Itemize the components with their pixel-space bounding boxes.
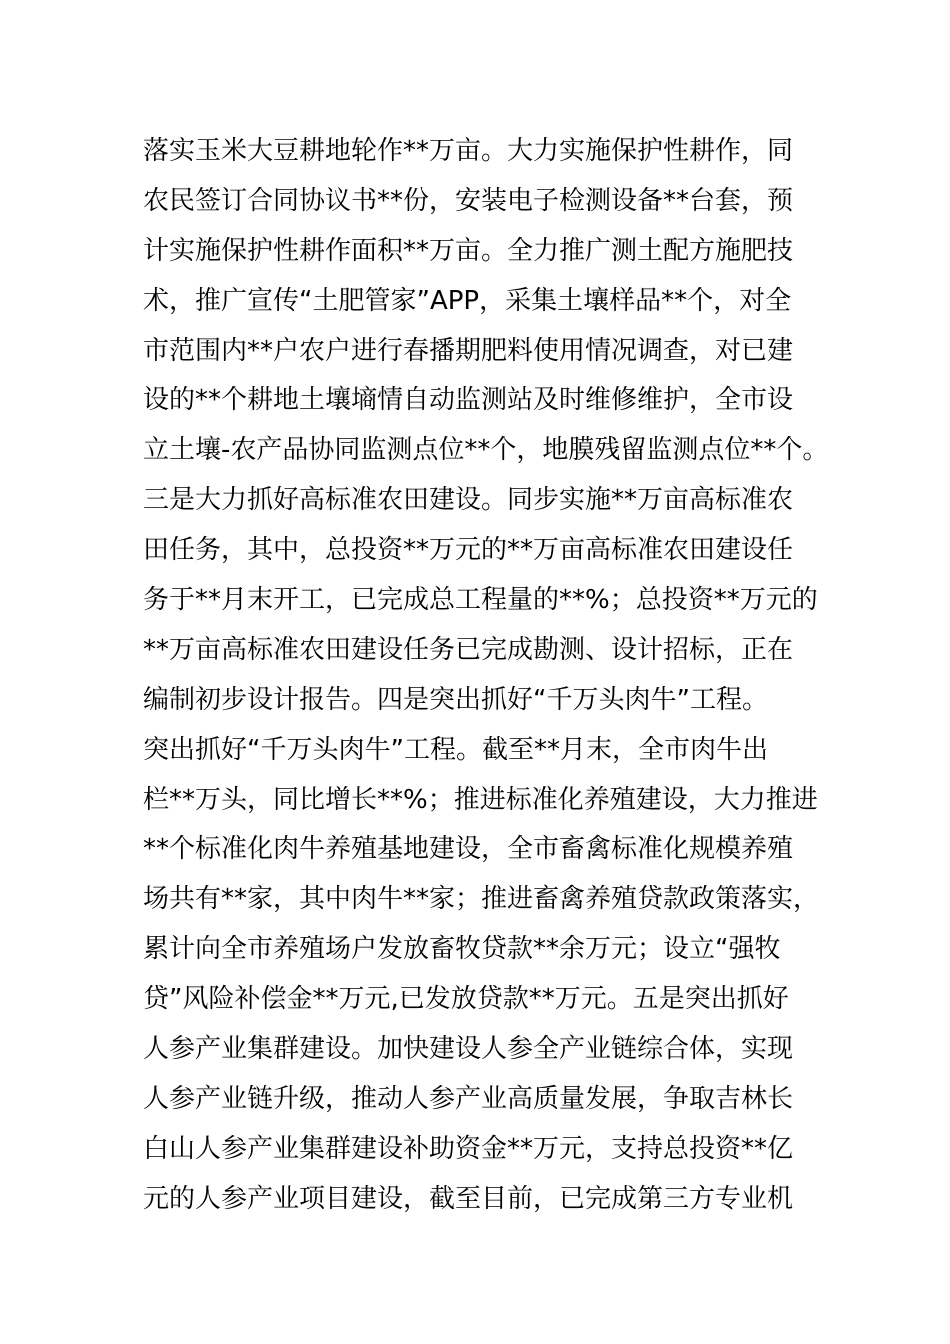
text-line: 设的**个耕地土壤墒情自动监测站及时维修维护，全市设 (143, 385, 794, 416)
text-line: 立土壤-农产品协同监测点位**个，地膜残留监测点位**个。 (143, 435, 829, 466)
text-line: 元的人参产业项目建设，截至目前，已完成第三方专业机 (143, 1183, 794, 1214)
text-line: 人参产业链升级，推动人参产业高质量发展，争取吉林长 (143, 1083, 794, 1114)
text-line: 突出抓好“千万头肉牛”工程。截至**月末，全市肉牛出 (143, 734, 768, 765)
text-line: 人参产业集群建设。加快建设人参全产业链综合体，实现 (143, 1034, 794, 1065)
text-line: 计实施保护性耕作面积**万亩。全力推广测土配方施肥技 (143, 235, 794, 266)
text-line: 栏**万头，同比增长**%；推进标准化养殖建设，大力推进 (143, 784, 818, 815)
text-line: **万亩高标准农田建设任务已完成勘测、设计招标，正在 (143, 634, 794, 665)
text-line: 农民签订合同协议书**份，安装电子检测设备**台套，预 (143, 185, 794, 216)
text-line: 市范围内**户农户进行春播期肥料使用情况调查，对已建 (143, 335, 794, 366)
text-line: 累计向全市养殖场户发放畜牧贷款**余万元；设立“强牧 (143, 934, 781, 965)
text-line: 白山人参产业集群建设补助资金**万元，支持总投资**亿 (143, 1133, 794, 1164)
text-line: 三是大力抓好高标准农田建设。同步实施**万亩高标准农 (143, 485, 794, 516)
text-line: 务于**月末开工，已完成总工程量的**%；总投资**万元的 (143, 585, 818, 616)
body-paragraph (143, 127, 833, 1225)
text-line: 术，推广宣传“土肥管家”APP，采集土壤样品**个，对全 (143, 285, 792, 316)
text-line: **个标准化肉牛养殖基地建设，全市畜禽标准化规模养殖 (143, 834, 794, 865)
text-line: 编制初步设计报告。四是突出抓好“千万头肉牛”工程。 (143, 684, 768, 715)
text-line: 落实玉米大豆耕地轮作**万亩。大力实施保护性耕作，同 (143, 136, 794, 166)
text-line: 田任务，其中，总投资**万元的**万亩高标准农田建设任 (143, 535, 794, 566)
text-line: 场共有**家，其中肉牛**家；推进畜禽养殖贷款政策落实， (143, 884, 820, 915)
text-line: 贷”风险补偿金**万元,已发放贷款**万元。五是突出抓好 (143, 984, 789, 1015)
